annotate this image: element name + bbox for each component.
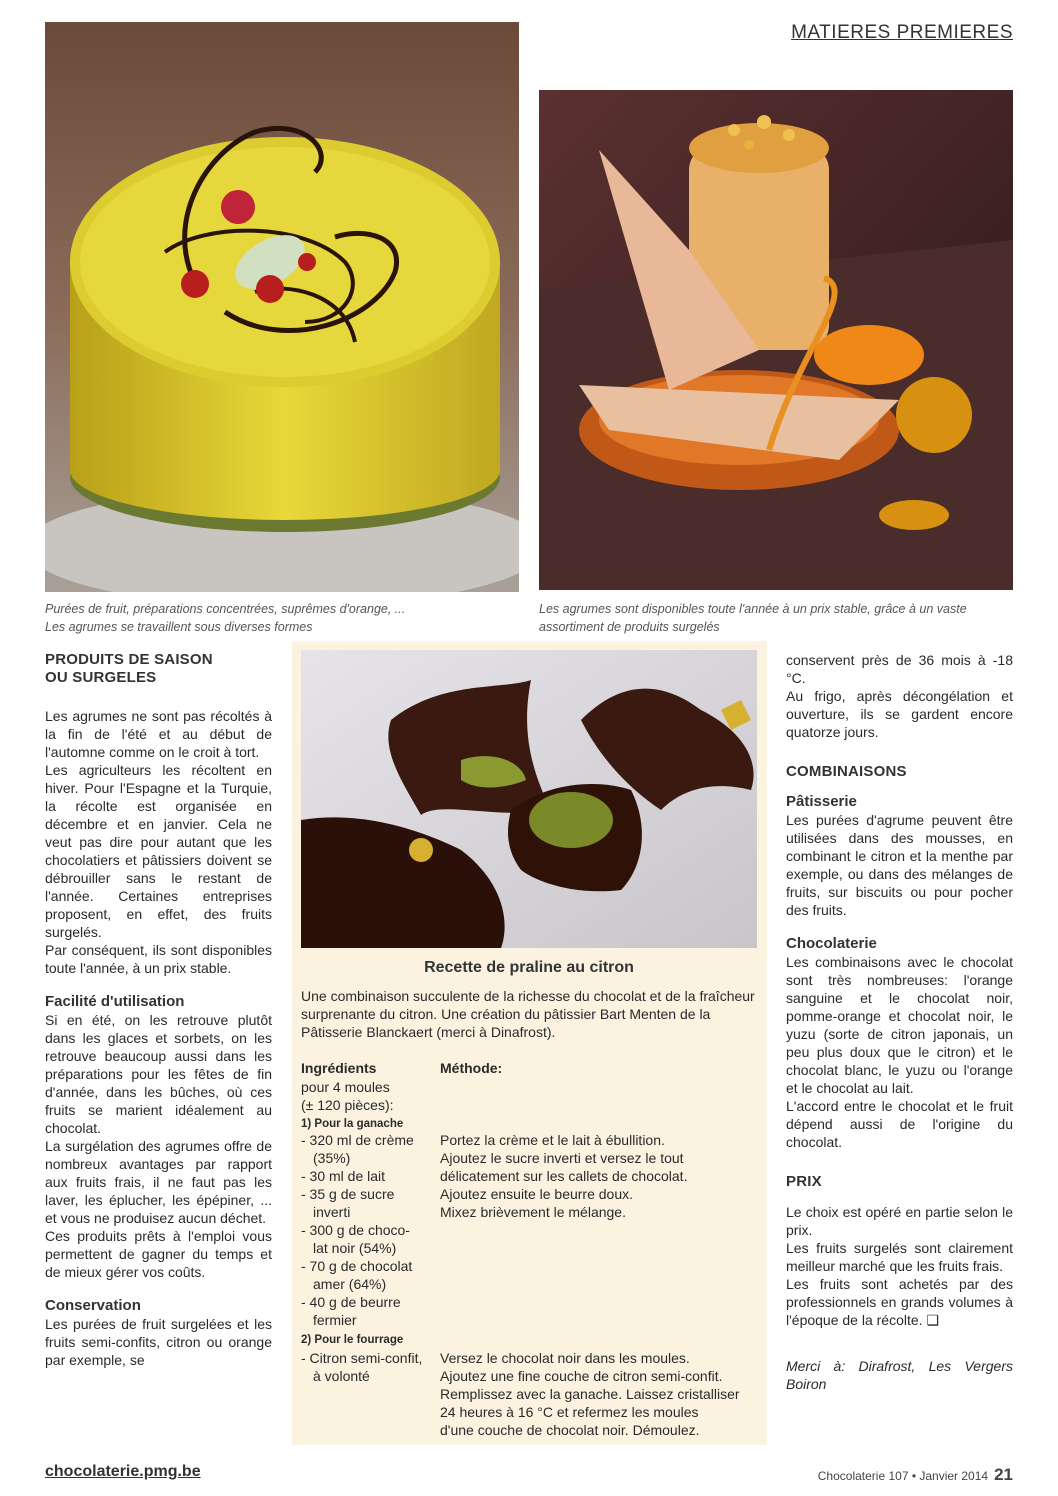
footer-issue — [818, 1465, 1013, 1485]
step1-method-line: Ajoutez le sucre inverti et versez le tout — [440, 1150, 684, 1166]
yield-line2: (± 120 pièces): — [301, 1097, 394, 1113]
recipe-box — [292, 641, 767, 1445]
step1-ingredient-line: - 30 ml de lait — [301, 1168, 386, 1184]
heading-facilite: Facilité d'utilisation — [45, 993, 185, 1010]
step2-ingredient-line: à volonté — [313, 1368, 370, 1384]
step1-heading: 1) Pour la ganache — [301, 1118, 404, 1130]
heading-produits-line1: PRODUITS DE SAISON — [45, 651, 213, 668]
heading-prix: PRIX — [786, 1173, 822, 1190]
paragraph-last — [786, 1275, 1013, 1329]
step1-ingredient-line: amer (64%) — [313, 1276, 387, 1292]
paragraph: Les purées de fruit surgelées et les fruits semi-confits, citron ou orange par exemple, se — [45, 1316, 272, 1368]
paragraph: Les purées d'agrume peuvent être utilisées dans des mousses, en combinant le citron et la menthe par exemple, ou dans des mélanges de fruits, sur biscuits ou pour pocher des fruits. — [786, 812, 1013, 918]
paragraph: La surgélation des agrumes offre de nombreux avantages par rapport aux fruits frais, il ne faut pas les laver, les éplucher, les épépiner, ... et vous ne produisez aucun déchet. — [45, 1138, 272, 1226]
paragraph-text: Les fruits sont achetés par des professionnels en grands volumes à l'époque de la récolte. — [786, 1276, 1013, 1328]
right-column — [786, 651, 1013, 1393]
step1-method-line: Mixez brièvement le mélange. — [440, 1204, 626, 1220]
caption-right-line2: assortiment de produits surgelés — [539, 620, 720, 634]
step2-ingredients — [301, 1349, 436, 1385]
step2-method-line: Versez le chocolat noir dans les moules. — [440, 1350, 690, 1366]
step1-ingredient-line: inverti — [313, 1204, 351, 1220]
caption-left-line2: Les agrumes se travaillent sous diverses formes — [45, 620, 313, 634]
paragraph: Par conséquent, ils sont disponibles toute l'année, à un prix stable. — [45, 942, 272, 976]
step1-ingredient-line: - 300 g de choco- — [301, 1222, 410, 1238]
step1-ingredient-line: - 70 g de chocolat — [301, 1258, 413, 1274]
step1-method-line: délicatement sur les callets de chocolat. — [440, 1168, 688, 1184]
step1-method-line: Portez la crème et le lait à ébullition. — [440, 1132, 665, 1148]
dessert-photo — [539, 90, 1013, 590]
caption-left — [45, 600, 525, 636]
caption-right — [539, 600, 1019, 636]
paragraph: Les fruits surgelés sont clairement meilleur marché que les fruits frais. — [786, 1240, 1013, 1274]
page-number: 21 — [994, 1465, 1013, 1484]
left-column — [45, 651, 272, 1369]
caption-right-line1: Les agrumes sont disponibles toute l'année à un prix stable, grâce à un vaste — [539, 602, 967, 616]
cake-photo — [45, 22, 519, 592]
step2-method-line: Ajoutez une fine couche de citron semi-confit. — [440, 1368, 723, 1384]
heading-conservation: Conservation — [45, 1297, 141, 1314]
step2-method-line: Remplissez avec la ganache. Laissez cristalliser — [440, 1386, 740, 1402]
paragraph: Ces produits prêts à l'emploi vous permettent de gagner du temps et de mieux gérer vos coûts. — [45, 1228, 272, 1280]
recipe-title: Recette de praline au citron — [424, 959, 634, 976]
step1-ingredient-line: (35%) — [313, 1150, 351, 1166]
yield — [301, 1078, 436, 1114]
paragraph: Si en été, on les retrouve plutôt dans les glaces et sorbets, on les retrouve beaucoup aussi dans les préparations pour les fêtes de fin d'année, dans les bûches, où ces fruits se marient idéalement au chocolat. — [45, 1012, 272, 1136]
paragraph: Les combinaisons avec le chocolat sont très nombreuses: l'orange sanguine et le chocolat noir, pomme-orange et chocolat noir, le yuzu (sorte de citron japonais, un peu plus doux que le citron) et le chocolat blanc, le yuzu ou l'orange et le chocolat au lait. — [786, 954, 1013, 1096]
step1-ingredient-line: - 35 g de sucre — [301, 1186, 395, 1202]
heading-produits — [45, 651, 272, 687]
heading-chocolaterie: Chocolaterie — [786, 935, 877, 952]
paragraph: L'accord entre le chocolat et le fruit dépend aussi de l'origine du chocolat. — [786, 1098, 1013, 1150]
caption-left-line1: Purées de fruit, préparations concentrées, suprêmes d'orange, ... — [45, 602, 406, 616]
step1-ingredient-line: - 40 g de beurre — [301, 1294, 401, 1310]
step2-ingredient-line: - Citron semi-confit, — [301, 1350, 423, 1366]
step1-ingredient-line: - 320 ml de crème — [301, 1132, 414, 1148]
step2-heading: 2) Pour le fourrage — [301, 1334, 404, 1346]
paragraph: Au frigo, après décongélation et ouverture, ils se gardent encore quatorze jours. — [786, 688, 1013, 740]
step2-method-line: d'une couche de chocolat noir. Démoulez. — [440, 1422, 700, 1438]
step1-ingredients — [301, 1131, 436, 1329]
paragraph: Les agriculteurs les récoltent en hiver. Pour l'Espagne et la Turquie, la récolte est organisée en décembre et en janvier. Cela ne veut pas dire pour autant que les chocolatiers et pâtissiers doivent se débrouiller sans le restant de l'année. Certaines entreprises proposent, en effet, des fruits surgelés. — [45, 762, 272, 940]
heading-combinaisons: COMBINAISONS — [786, 763, 907, 780]
step1-method-line: Ajoutez ensuite le beurre doux. — [440, 1186, 634, 1202]
method-heading: Méthode: — [440, 1060, 503, 1076]
step2-method — [440, 1349, 760, 1439]
ingredients-heading: Ingrédients — [301, 1060, 377, 1076]
section-title: MATIERES PREMIERES — [791, 22, 1013, 43]
yield-line1: pour 4 moules — [301, 1079, 390, 1095]
heading-produits-line2: OU SURGELES — [45, 669, 157, 686]
pralines-photo — [301, 650, 757, 948]
step2-method-line: 24 heures à 16 °C et refermez les moules — [440, 1404, 699, 1420]
paragraph: conservent près de 36 mois à -18 °C. — [786, 652, 1013, 686]
paragraph: Les agrumes ne sont pas récoltés à la fin de l'été et au début de l'automne comme on le croit à tort. — [45, 708, 272, 760]
footer-website-link[interactable]: chocolaterie.pmg.be — [45, 1463, 201, 1480]
thanks-note: Merci à: Dirafrost, Les Vergers Boiron — [786, 1358, 1013, 1392]
end-mark-icon: ❑ — [926, 1312, 940, 1328]
step1-method — [440, 1131, 760, 1221]
paragraph: Le choix est opéré en partie selon le prix. — [786, 1204, 1013, 1238]
recipe-intro: Une combinaison succulente de la richesse du chocolat et de la fraîcheur surprenante du citron. Une création du pâtissier Bart Menten de la Pâtisserie Blanckaert (merci à Dinafrost). — [301, 988, 755, 1040]
step1-ingredient-line: lat noir (54%) — [313, 1240, 397, 1256]
step1-ingredient-line: fermier — [313, 1312, 357, 1328]
heading-patisserie: Pâtisserie — [786, 793, 857, 810]
issue-label: Chocolaterie 107 • Janvier 2014 — [817, 1469, 989, 1483]
